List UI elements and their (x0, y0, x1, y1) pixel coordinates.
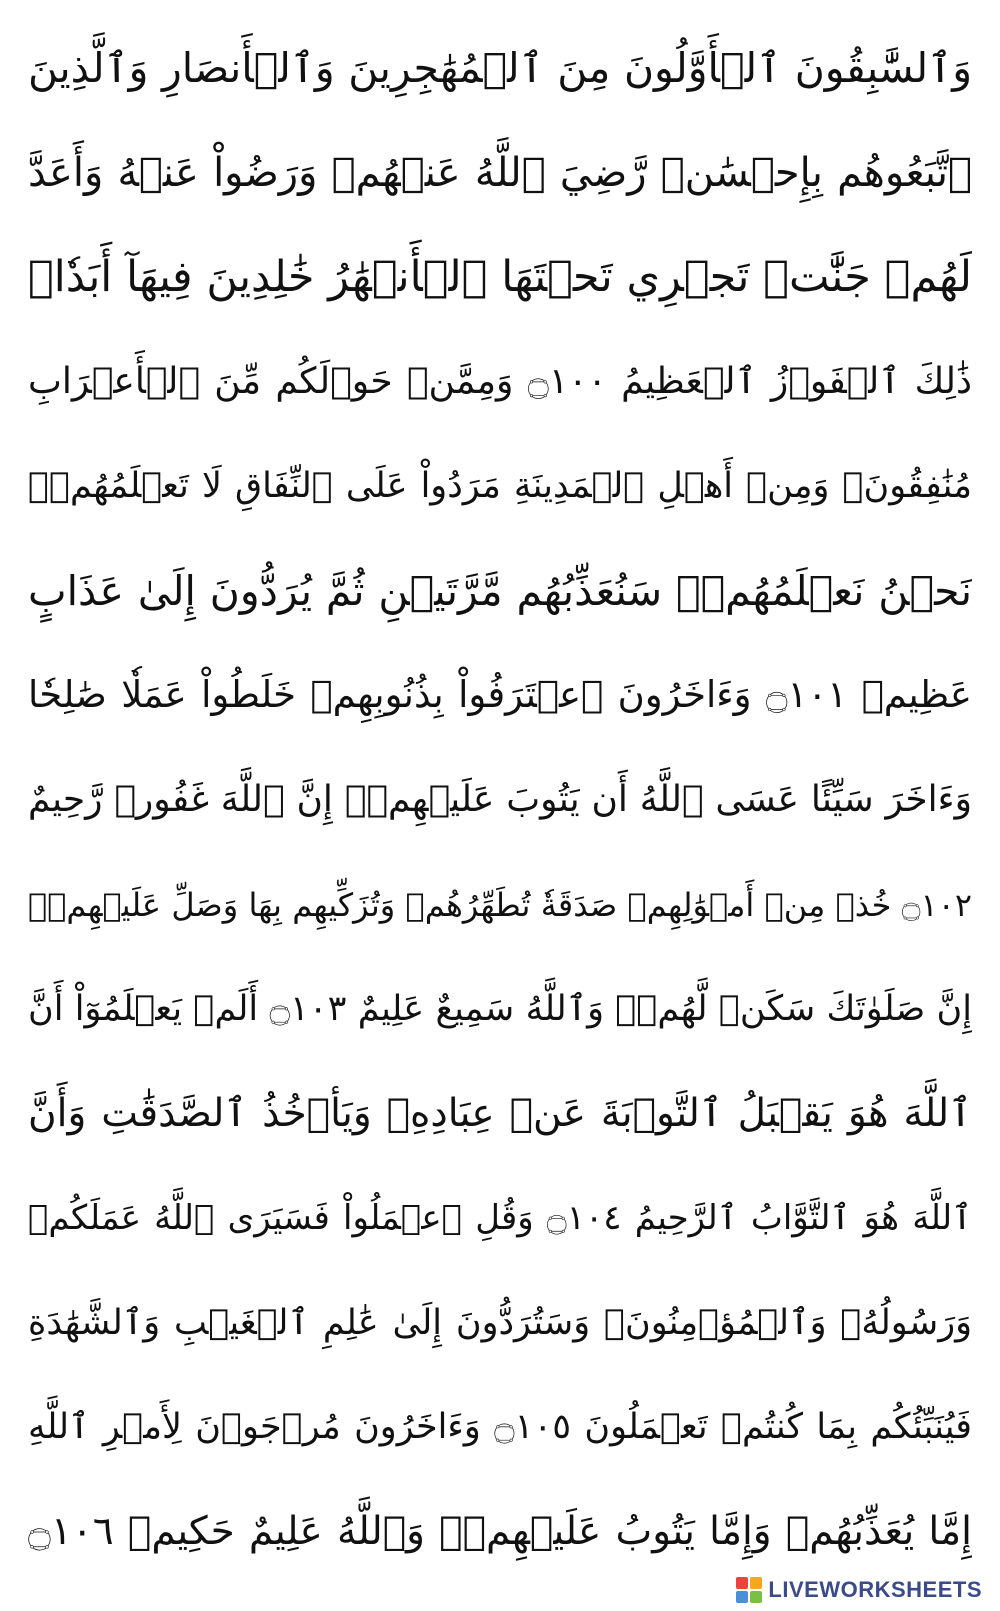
logo-square-1 (736, 1577, 748, 1589)
verse-line-2: ٱتَّبَعُوهُم بِإِحۡسَٰنٖ رَّضِيَ ٱللَّهُ عَنۡهُمۡ وَرَضُواْ عَنۡهُ وَأَعَدَّ (28, 149, 972, 196)
verse-line-5: مُنَٰفِقُونَۖ وَمِنۡ أَهۡلِ ٱلۡمَدِينَةِ مَرَدُواْ عَلَى ٱلنِّفَاقِ لَا تَعۡلَمُهُمۡۖ (28, 466, 972, 507)
verse-line-13: وَرَسُولُهُۥ وَٱلۡمُؤۡمِنُونَۖ وَسَتُرَدُّونَ إِلَىٰ عَٰلِمِ ٱلۡغَيۡبِ وَٱلشَّهَٰدَةِ (28, 1302, 972, 1343)
verse-line-7: عَظِيمٖ ۝١٠١ وَءَاخَرُونَ ٱعۡتَرَفُواْ بِذُنُوبِهِمۡ خَلَطُواْ عَمَلٗا صَٰلِحٗا (28, 673, 972, 717)
watermark-text: LIVEWORKSHEETS (768, 1577, 982, 1602)
verse-line-12: ٱللَّهَ هُوَ ٱلتَّوَّابُ ٱلرَّحِيمُ ۝١٠٤ وَقُلِ ٱعۡمَلُواْ فَسَيَرَى ٱللَّهُ عَمَلَكُمۡ (28, 1198, 972, 1239)
verse-line-4: ذَٰلِكَ ٱلۡفَوۡزُ ٱلۡعَظِيمُ ۝١٠٠ وَمِمَّنۡ حَوۡلَكُم مِّنَ ٱلۡأَعۡرَابِ (28, 360, 972, 402)
verse-line-11: ٱللَّهَ هُوَ يَقۡبَلُ ٱلتَّوۡبَةَ عَنۡ عِبَادِهِۦ وَيَأۡخُذُ ٱلصَّدَقَٰتِ وَأَنَّ (28, 1090, 972, 1136)
logo-square-2 (750, 1577, 762, 1589)
liveworksheets-watermark (736, 1577, 982, 1603)
verse-line-1: وَٱلسَّٰبِقُونَ ٱلۡأَوَّلُونَ مِنَ ٱلۡمُهَٰجِرِينَ وَٱلۡأَنصَارِ وَٱلَّذِينَ (28, 44, 972, 92)
verse-line-3: لَهُمۡ جَنَّٰتٖ تَجۡرِي تَحۡتَهَا ٱلۡأَنۡهَٰرُ خَٰلِدِينَ فِيهَآ أَبَدٗاۚ (28, 252, 972, 303)
verse-line-8: وَءَاخَرَ سَيِّئًا عَسَى ٱللَّهُ أَن يَتُوبَ عَلَيۡهِمۡۚ إِنَّ ٱللَّهَ غَفُورٞ رَّحِيمٌ (28, 778, 972, 820)
verse-lines (28, 20, 972, 1580)
verse-line-9: ۝١٠٢ خُذۡ مِنۡ أَمۡوَٰلِهِمۡ صَدَقَةٗ تُطَهِّرُهُمۡ وَتُزَكِّيهِم بِهَا وَصَلِّ عَلَيۡهِمۡۖ (28, 885, 972, 924)
verse-line-10: إِنَّ صَلَوٰتَكَ سَكَنٞ لَّهُمۡۗ وَٱللَّهُ سَمِيعٌ عَلِيمٌ ۝١٠٣ أَلَمۡ يَعۡلَمُوٓاْ أَنَّ (28, 989, 972, 1030)
logo-square-4 (750, 1591, 762, 1603)
logo-square-3 (736, 1591, 748, 1603)
verse-line-15: إِمَّا يُعَذِّبُهُمۡ وَإِمَّا يَتُوبُ عَلَيۡهِمۡۗ وَٱللَّهُ عَلِيمٌ حَكِيمٞ ۝١٠٦ (28, 1508, 972, 1554)
verse-line-6: نَحۡنُ نَعۡلَمُهُمۡۚ سَنُعَذِّبُهُم مَّرَّتَيۡنِ ثُمَّ يُرَدُّونَ إِلَىٰ عَذَابٍ (28, 566, 972, 615)
liveworksheets-logo-icon (736, 1577, 762, 1603)
verse-line-14: فَيُنَبِّئُكُم بِمَا كُنتُمۡ تَعۡمَلُونَ ۝١٠٥ وَءَاخَرُونَ مُرۡجَوۡنَ لِأَمۡرِ ٱللَّهِ (28, 1407, 972, 1448)
